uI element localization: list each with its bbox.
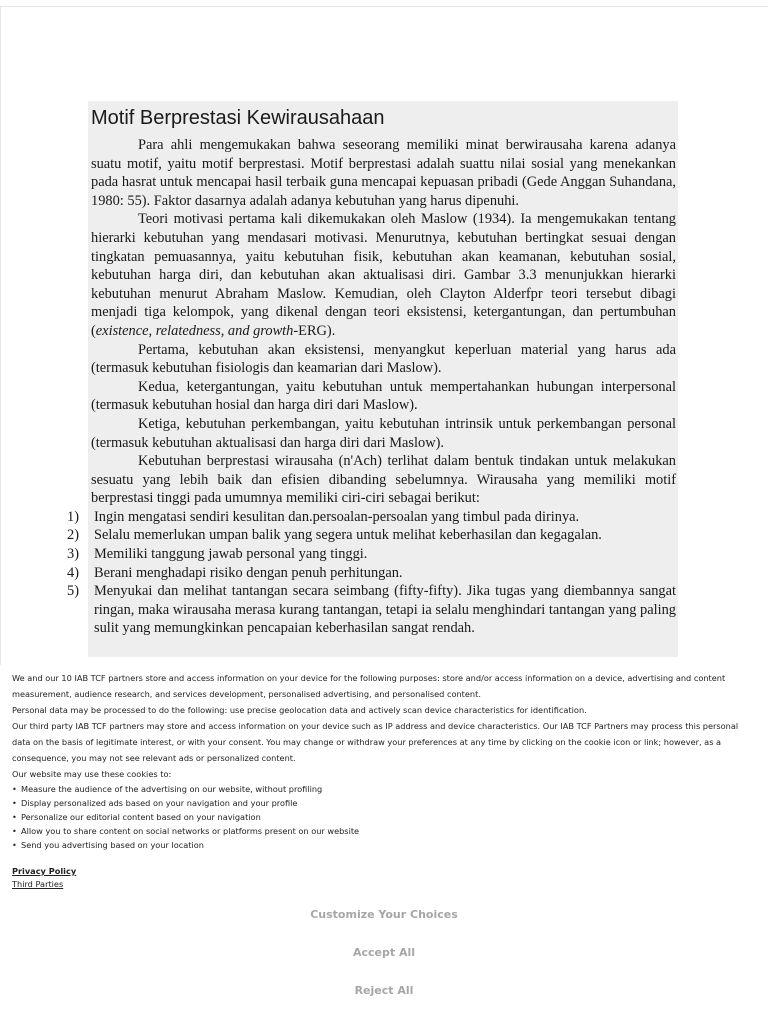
- list-number: 2): [67, 527, 79, 544]
- list-number: 1): [67, 508, 79, 525]
- consent-purposes: We and our 10 IAB TCF partners store and access information on your device for the following purposes: store and/or access information on a device, advertising and content measurement, audience research, and services development, personalised advertising, and personalised content.: [12, 673, 726, 699]
- accept-all-button[interactable]: Accept All: [0, 946, 768, 959]
- top-divider: [0, 6, 768, 7]
- list-text: Memiliki tanggung jawab personal yang tinggi.: [94, 546, 368, 563]
- left-edge: [0, 6, 1, 666]
- list-number: 4): [67, 564, 79, 581]
- document-page: [67, 101, 678, 657]
- traits-list: [67, 508, 676, 638]
- paragraph-2-end: -ERG).: [293, 322, 336, 339]
- customize-choices-button[interactable]: Customize Your Choices: [0, 908, 768, 921]
- paragraph-6: Kebutuhan berprestasi wirausaha (n'Ach) terlihat dalam bentuk tindakan untuk melakukan sesuatu yang lebih baik dan efisien dibanding sebelumnya. Wirausaha yang memiliki motif berprestasi tinggi pada umumnya memiliki ciri-ciri sebagai berikut:: [91, 453, 676, 507]
- privacy-policy-link[interactable]: Privacy Policy: [12, 866, 77, 876]
- list-text: Berani menghadapi risiko dengan penuh perhitungan.: [94, 564, 403, 581]
- cookie-purpose-item: • Measure the audience of the advertising on our website, without profiling: [21, 782, 752, 796]
- cookie-purpose-item: • Display personalized ads based on your navigation and your profile: [21, 796, 752, 810]
- cookie-purpose-item: • Send you advertising based on your location: [21, 838, 752, 852]
- cookie-purpose-list: [12, 782, 752, 852]
- consent-third-party: Our third party IAB TCF partners may store and access information on your device such as IP address and device characteristics. Our IAB TCF Partners may process this personal data on the basis of legitimate interest, or with your consent. You may change or withdraw your preferences at any time by clicking on the cookie icon or link; however, as a consequence, you may not see relevant ads or personalized content.: [12, 721, 739, 763]
- paragraph-4: Kedua, ketergantungan, yaitu kebutuhan untuk mempertahankan hubungan interpersonal (termasuk kebutuhan hosial dan harga diri dari Maslow).: [91, 378, 676, 414]
- list-text: Selalu memerlukan umpan balik yang segera untuk melihat keberhasilan dan kegagalan.: [94, 527, 602, 544]
- list-text: Ingin mengatasi sendiri kesulitan dan.persoalan-persoalan yang timbul pada dirinya.: [94, 508, 580, 525]
- paragraph-5: Ketiga, kebutuhan perkembangan, yaitu kebutuhan intrinsik untuk perkembangan personal (termasuk kebutuhan aktualisasi dan harga diri dari Maslow).: [91, 415, 676, 451]
- cookie-purpose-item: • Allow you to share content on social networks or platforms present on our website: [21, 824, 752, 838]
- paragraph-1: Para ahli mengemukakan bahwa seseorang memiliki minat berwirausaha karena adanya suatu motif, yaitu motif berprestasi. Motif berprestasi adalah suattu nilai sosial yang menekankan pada hasrat untuk mencapai hasil terbaik guna mencapai kepuasan pribadi (Gede Anggan Suhandana, 1980: 55). Faktor dasarnya adalah adanya kebutuhan yang harus dipenuhi.: [91, 137, 676, 209]
- list-item: [67, 564, 676, 583]
- paragraph-3: Pertama, kebutuhan akan eksistensi, menyangkut keperluan material yang harus ada (termasuk kebutuhan fisiologis dan keamarian dari Maslow).: [91, 341, 676, 377]
- cookie-purpose-item: • Personalize our editorial content based on your navigation: [21, 810, 752, 824]
- document-body: [67, 136, 676, 638]
- third-parties-link[interactable]: Third Parties: [12, 879, 64, 889]
- paragraph-2: [91, 210, 676, 340]
- list-number: 3): [67, 546, 79, 563]
- paragraph-2-italic: existence, relatedness, and growth: [95, 322, 294, 339]
- list-item: [67, 508, 676, 527]
- consent-links: [12, 865, 76, 891]
- reject-all-button[interactable]: Reject All: [0, 984, 768, 997]
- cookie-consent-banner: [0, 665, 768, 1024]
- paragraph-2-start: Teori motivasi pertama kali dikemukakan oleh Maslow (1934). Ia mengemukakan tentang hierarki kebutuhan yang mendasari motivasi. Menurutnya, kebutuhan bertingkat sesuai dengan tingkatan pemuasannya, yaitu kebutuhan fisik, kebutuhan akan keamanan, kebutuhan sosial, kebutuhan harga diri, dan kebutuhan akan aktualisasi diri. Gambar 3.3 menunjukkan hierarki kebutuhan menurut Abraham Maslow. Kemudian, oleh Clayton Alderfpr teori tersebut dibagi menjadi tiga kelompok, yang dikenal dengan teori eksistensi, ketergantungan, dan pertumbuhan (: [91, 211, 676, 339]
- consent-text: [12, 670, 752, 852]
- list-text: Menyukai dan melihat tantangan secara seimbang (fifty-fifty). Jika tugas yang diembannya sangat ringan, maka wirausaha merasa kurang tantangan, tetapi ia selalu menghindari tantangan yang paling sulit yang memungkinkan pencapaian keberhasilan sangat rendah.: [94, 583, 676, 637]
- list-number: 5): [67, 583, 79, 600]
- consent-processing: Personal data may be processed to do the following: use precise geolocation data and actively scan device characteristics for identification.: [12, 705, 587, 715]
- consent-cookies-intro: Our website may use these cookies to:: [12, 769, 172, 779]
- list-item: [67, 545, 676, 564]
- document-title: Motif Berprestasi Kewirausahaan: [91, 107, 385, 129]
- list-item: [67, 526, 676, 545]
- list-item: [67, 582, 676, 638]
